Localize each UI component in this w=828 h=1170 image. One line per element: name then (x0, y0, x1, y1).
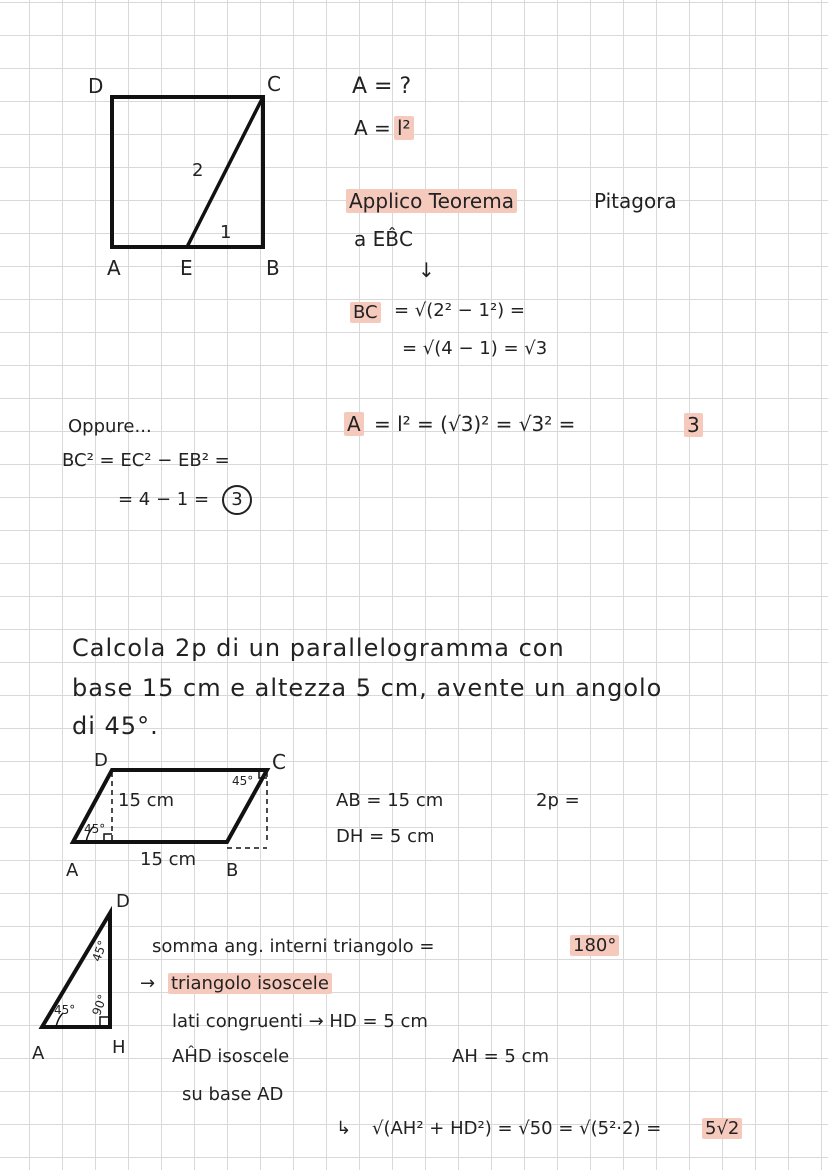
problem-line3: di 45°. (72, 712, 159, 740)
square-shape (112, 97, 263, 247)
bc-expression-2: = √(4 − 1) = √3 (402, 338, 548, 359)
tri-vertex-d: D (116, 891, 130, 912)
reasoning-line5: su base AD (182, 1084, 284, 1105)
tri-vertex-h: H (112, 1037, 126, 1058)
perimeter-label: 2p = (536, 790, 580, 811)
tri-angle-a: 45° (54, 1003, 76, 1017)
para-bottom-side: 15 cm (140, 849, 197, 870)
apply-theorem-rest: Pitagora (594, 189, 677, 213)
final-value: 3 (684, 413, 703, 437)
reasoning-line2-highlight: triangolo isoscele (168, 973, 332, 994)
oppure-circled-result: 3 (222, 485, 252, 515)
reasoning-line6-prefix: ↳ (336, 1118, 352, 1139)
given-ab: AB = 15 cm (336, 790, 444, 811)
square-vertex-c: C (267, 72, 281, 96)
area-formula-highlight: l² (394, 116, 414, 140)
reasoning-line4: AĤD isoscele (172, 1046, 290, 1067)
para-vertex-a: A (66, 860, 79, 881)
bc-expression: = √(2² − 1²) = (394, 300, 525, 321)
reasoning-line1-highlight: 180° (570, 935, 619, 956)
final-expression: = l² = (√3)² = √3² = (374, 412, 576, 436)
area-question: A = ? (352, 74, 412, 99)
reasoning-line4-value: AH = 5 cm (452, 1046, 549, 1067)
para-vertex-d: D (94, 750, 108, 771)
to-triangle: a EB̂C (354, 227, 413, 251)
reasoning-line6-expression: √(AH² + HD²) = √50 = √(5²·2) = (372, 1118, 662, 1139)
square-vertex-a: A (107, 256, 121, 280)
arrow-right-icon: → (140, 973, 156, 994)
square-vertex-b: B (266, 256, 280, 280)
reasoning-line3: lati congruenti → HD = 5 cm (172, 1011, 428, 1032)
oppure-title: Oppure... (68, 416, 152, 437)
area-formula-prefix: A = (354, 116, 391, 140)
para-angle-c: 45° (232, 774, 254, 788)
tri-vertex-a: A (32, 1043, 45, 1064)
tri-angle-d: 45° (89, 938, 110, 964)
apply-theorem-highlight: Applico Teorema (346, 189, 517, 213)
para-vertex-c: C (272, 750, 286, 774)
given-dh: DH = 5 cm (336, 826, 435, 847)
tri-angle-h: 90° (89, 992, 110, 1018)
square-vertex-d: D (88, 74, 104, 98)
square-side-eb: 1 (220, 222, 232, 243)
para-vertex-b: B (226, 860, 239, 881)
problem-line1: Calcola 2p di un parallelogramma con (72, 634, 565, 662)
square-side-ec: 2 (192, 160, 204, 181)
para-angle-a: 45° (84, 822, 106, 836)
arrow-down-icon: ↓ (418, 258, 435, 282)
problem-line2: base 15 cm e altezza 5 cm, avente un angolo (72, 674, 663, 702)
bc-label: BC (350, 302, 381, 323)
reasoning-line1: somma ang. interni triangolo = (152, 936, 435, 957)
reasoning-line6-highlight: 5√2 (702, 1118, 742, 1139)
oppure-line1: BC² = EC² − EB² = (62, 450, 230, 471)
para-top-side: 15 cm (118, 790, 175, 811)
square-vertex-e: E (180, 256, 193, 280)
oppure-line2: = 4 − 1 = (118, 489, 210, 510)
final-a-label: A (344, 412, 364, 436)
